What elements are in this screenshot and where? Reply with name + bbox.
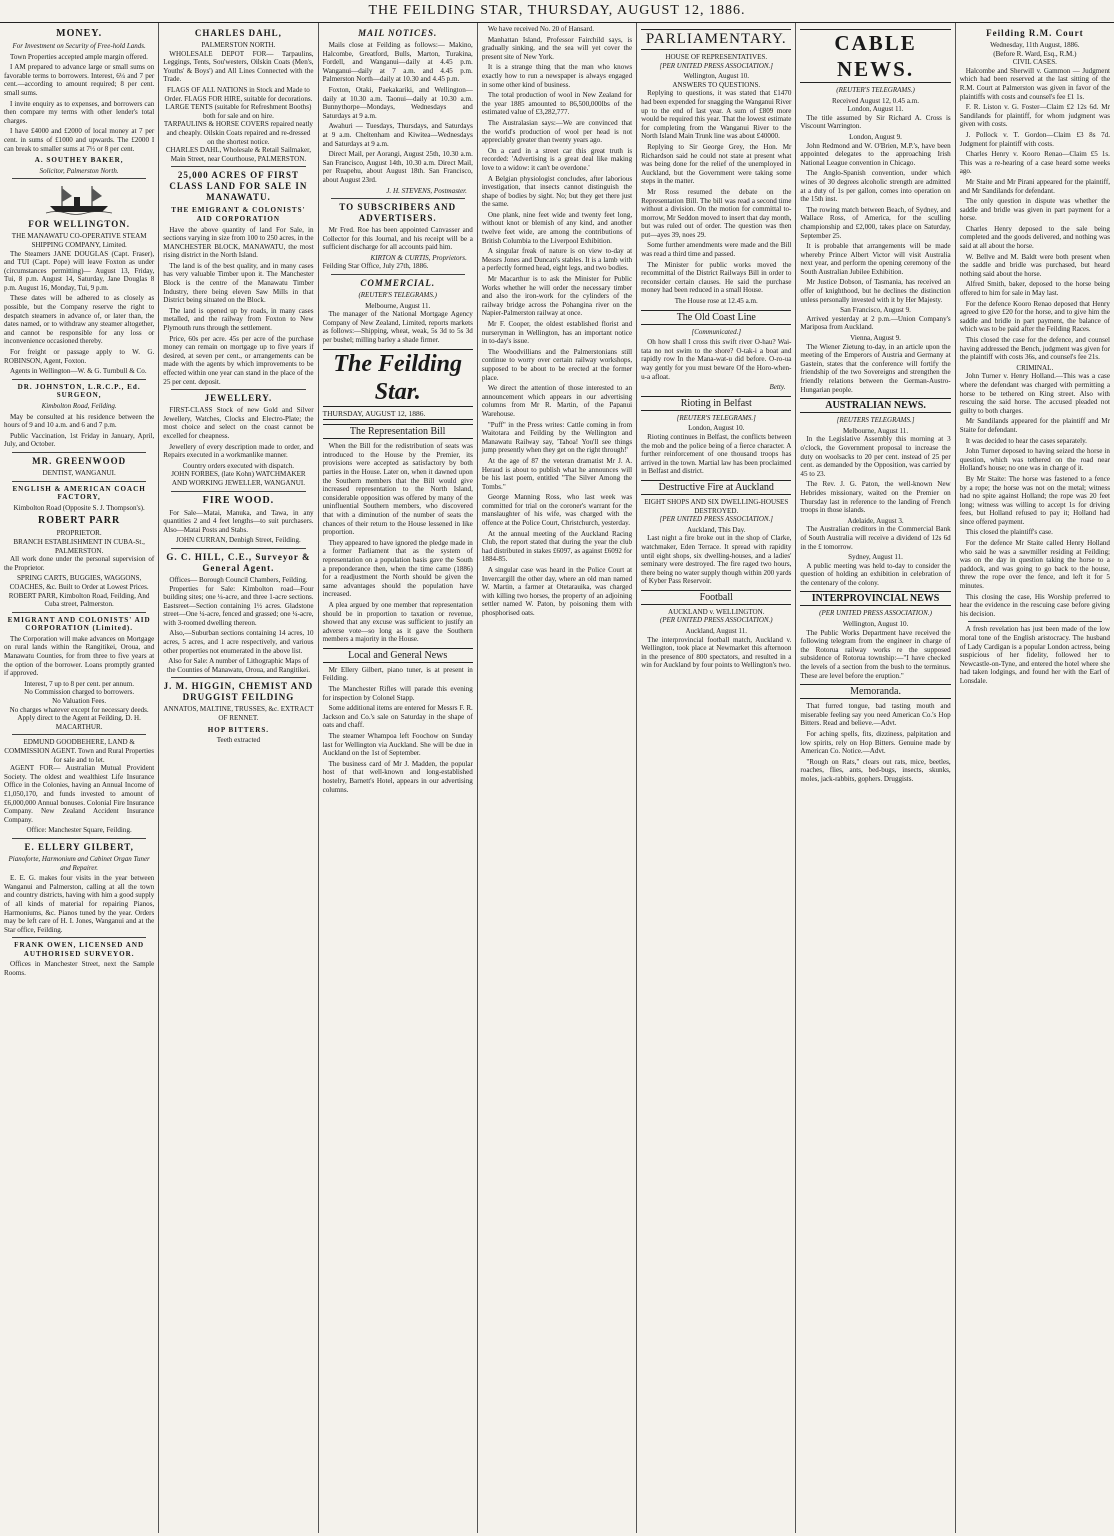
inter-dateline: Wellington, August 10.: [842, 620, 909, 629]
cable-p5: It is probable that arrangements will be made whereby Prince Albert Victor will visit Australia next year, and perform the opening ceremony of the South Australian Jubilee Exhibition.: [800, 242, 951, 276]
wellington-title: FOR WELLINGTON.: [28, 219, 130, 230]
parl-answers: ANSWERS TO QUESTIONS.: [672, 80, 761, 89]
coach-addr: Kimbolton Road (Opposite S. J. Thompson's).: [13, 503, 145, 512]
news-p9: A singular freak of nature is on view to-day at Messrs Jones and Duncan's stables. It is a lamb with a perfectly formed head, eight legs, and two bodies.: [481, 247, 633, 273]
cable-dateline2: London, August 9.: [849, 132, 902, 141]
emigrant2-p4: Price, 60s per acre. 45s per acre of the purchase money can remain on mortgage up to five years if desired, at seven per cent., or arrangements can be made with the agents by which improvements to be effected within one year can stand in the place of the 25 per cent. deposit.: [163, 334, 314, 386]
subscribers-p: Mr Fred. Roe has been appointed Canvasser and Collector for this Journal, and his receipt will be a sufficient discharge for all accounts paid him.: [322, 226, 473, 252]
firewood-title: FIRE WOOD.: [202, 494, 275, 506]
star-office: Feilding Star Office, July 27th, 1886.: [322, 262, 429, 271]
acres: 25,000 ACRES OF FIRST CLASS LAND FOR SALE IN MANAWATU.: [169, 170, 308, 203]
local-p3: Some additional items are entered for Messrs F. R. Jackson and Co.'s sale on Saturday in the shape of oats and chaff.: [322, 704, 473, 730]
coast-title: The Old Coast Line: [641, 310, 791, 325]
steamers-p: The Steamers JANE DOUGLAS (Capt. Fraser), and TUI (Capt. Pope) will leave Foxton as under (circumstances permitting)— August 13, Friday, Tui, 8 p.m. August 14, Saturday, Jane Douglas 8 p.m. August 16, Monday, Tui, 9 p.m.: [4, 249, 155, 292]
news-p10: Mr Macarthur is to ask the Minister for Public Works whether he will order the necessary timber and also the iron-work for the cylinders of the railway bridge across the Pohangina river on the Napier-Palmerston railway at once.: [481, 275, 633, 318]
football-title: Football: [641, 590, 791, 605]
freight: For freight or passage apply to W. G. ROBINSON, Agent, Foxton.: [4, 348, 155, 365]
divider: [12, 612, 146, 613]
parl-p2: Replying to Sir George Grey, the Hon. Mr Richardson said he could not state at present what was being done for the relief of the unemployed in Auckland, but the Government were taking some steps in the matter.: [641, 142, 792, 186]
column-7: [956, 23, 1114, 1533]
cable-dateline: London, August 11.: [847, 105, 904, 114]
football-p: The interprovincial football match, Auckland v. Wellington, took place at Newmarket this afternoon in the presence of 800 spectators, and resulted in a win for Auckland by four points to Wellington's two.: [641, 635, 792, 670]
interprovincial-title: INTERPROVINCIAL NEWS: [800, 591, 950, 606]
parr-title: ROBERT PARR: [38, 515, 121, 527]
divider: [12, 838, 146, 839]
cable-recv: Received August 12, 0.45 a.m.: [832, 96, 920, 105]
vienna-p: The Wiener Zietung to-day, in an article upon the meeting of the Emperors of Austria and Germany at Gastein, states that the conference will fortify the friendship of the two Sovereigns and strengthen the friendly relations between the German-Austro-Hungarian people.: [800, 342, 951, 394]
fire-p: Last night a fire broke out in the shop of Clarke, watchmaker, Eden Terrace. It spread with rapidity until eight shops, six dwelling-houses, and a ladies' seminary were destroyed. The fire raged two hours, there being no water supply though within 200 yards of Kyber Pass Reservoir.: [641, 534, 792, 586]
court-p3: J. Pollock v. T. Gordon—Claim £3 8s 7d. Judgment for plaintiff with costs.: [959, 130, 1110, 148]
manawatu-co: THE MANAWATU CO-OPERATIVE STEAM SHIPPING COMPANY, Limited.: [11, 232, 147, 249]
cable-p2: John Redmond and W. O'Brien, M.P.'s, have been appointed delegates to the approaching Irish National League convention in Chicago.: [800, 141, 951, 167]
parl-p1: Replying to questions, it was stated that £1470 had been expended for snagging the Wanganui River up to the end of last year. A sum of £809 more would be required this year. That the lowest estimate for completing from the Wanganui River to the North Island Main Trunk line was about £40000.: [641, 89, 792, 141]
memo-p3: "Rough on Rats," clears out rats, mice, beetles, roaches, flies, ants, bed-bugs, insects, skunks, moles, jack-rabbits, gophers. Druggists.: [800, 757, 951, 783]
no-commission: No Commission charged to borrowers.: [24, 688, 135, 697]
news-p12: The Woodvillians and the Palmerstonians still continue to worry over certain railway workshops, supposed to be about to be erected at the former place.: [481, 347, 633, 382]
coast-comm: [Communicated.]: [691, 327, 742, 336]
news-p15: At the age of 87 the veteran dramatist Mr J. A. Heraud is about to publish what he announces will be his last poem, entitled "The Silver Among the Tombs.": [481, 456, 633, 491]
carts: SPRING CARTS, BUGGIES, WAGGONS, COACHES, &c. Built to Order at Lowest Prices.: [9, 574, 149, 591]
divider: [12, 481, 146, 482]
court-p4: Charles Henry v. Kooro Renao—Claim £5 1s. This was a re-hearing of a case heard some weeks ago.: [959, 150, 1110, 176]
divider: [12, 734, 146, 735]
court-title: Feilding R.M. Court: [986, 28, 1084, 38]
dahl-p: WHOLESALE DEPOT FOR— Tarpaulins, Leggings, Tents, Sou'westers, Oilskin Coats (Men's, Youths' & Boys') and All Lines Connected with the Trade.: [163, 49, 314, 84]
hop-bitters: HOP BITTERS.: [207, 725, 270, 734]
court-p20: A fresh revelation has just been made of the low moral tone of the English aristocracy. The husband of Lady Cardigan is a popular London actress, being suspicious of her fidelity, followed her to Newcastle-on-Tyne, and entered the hotel where she had taken lodgings, and found her with the Earl of Lonsdale.: [959, 625, 1110, 685]
aus-press: [REUTERS TELEGRAMS.]: [836, 416, 915, 425]
hill-title: G. C. HILL, C.E., Surveyor & General Agent.: [166, 551, 311, 573]
rep-p1: When the Bill for the redistribution of seats was introduced to the House by the Premier, its provisions were accepted as satisfactory by both parties in the House. Later on, when it dawned upon the Southern members that the Bill would give increased representation to the North Island, considerable opposition was offered by many of the uninfluential Southern members, who discovered that with a diminution of the number of seats the chances of their return to the House lessened in like proportion.: [322, 442, 473, 537]
mail-p: Mails close at Feilding as follows:— Makino, Halcombe, Greatford, Bulls, Marton, Turakina, Fordell, and Wanganui—daily at 4.45 p.m. Wanganui—daily at 7 a.m. and 4.45 p.m. Palmerston North—daily at 10.30 and 4.45 p.m.: [322, 41, 473, 84]
sydney-p: A public meeting was held to-day to consider the question of holding an exhibition in celebration of the centenary of the colony.: [800, 561, 951, 587]
parl-press: [PER UNITED PRESS ASSOCIATION.]: [659, 61, 774, 70]
jewellery-title: JEWELLERY.: [204, 393, 273, 404]
cable-p4: The rowing match between Beach, of Sydney, and Wallace Ross, of America, for the sculling championship and £2,000, takes place on Saturday, September 25.: [800, 205, 951, 240]
masthead-date: THURSDAY, AUGUST 12, 1886.: [322, 408, 426, 418]
curran: JOHN CURRAN, Denbigh Street, Feilding.: [176, 536, 301, 545]
court-p7: Charles Henry deposed to the sale being completed and the goods delivered, and nothing was said at all about the horse.: [959, 224, 1110, 251]
news-p14: "Puff" in the Press writes: Cattle coming in from Waitotara and Feilding by the Wellington and Manawatu Railway say, 'Tahoa! You'll see things jump presently when they get on the right through!': [481, 420, 633, 455]
annatos: ANNATOS, MALTINE, TRUSSES, &c. EXTRACT OF RENNET.: [163, 705, 314, 723]
mail-title: MAIL NOTICES.: [358, 28, 438, 38]
news-p18: A singular case was heard in the Police Court at Invercargill the other day, where an old man named W. Martin, a farmer at Otetarauika, was charged with killing two horses, the property of an adjoining settler named W. Paton, by poisoning them with phosphorised oats.: [481, 566, 633, 617]
johnston-addr: Kimbolton Road, Feilding.: [41, 402, 117, 410]
news-p17: At the annual meeting of the Auckland Racing Club, the report stated that during the year the club had distributed in stakes £6097, as against £6092 for 1884-85.: [481, 529, 633, 564]
court-date: Wednesday, 11th August, 1886.: [990, 41, 1080, 49]
kirton-sig: KIRTON & CURTIS, Proprietors.: [370, 253, 467, 262]
money-title: MONEY.: [56, 28, 103, 39]
jewellery-p: FIRST-CLASS Stock of new Gold and Silver Jewellery, Watches, Clocks and Electro-Plate; the most choice and select on the coast cannot be excelled for cheapness.: [163, 406, 314, 440]
court-p12: John Turner v. Henry Holland.—This was a case where the defendant was charged with permitting a horse to be tethered on King street. Also with rescuing the said horse. The accused pleaded not guilty to both charges.: [959, 372, 1110, 415]
court-p6: The only question in dispute was whether the saddle and bridle was given in part payment for a horse.: [959, 197, 1110, 223]
johnston-title: DR. JOHNSTON, L.R.C.P., Ed. SURGEON,: [17, 382, 141, 400]
sydney-dateline: Sydney, August 11.: [848, 553, 903, 562]
sf-dateline: San Francisco, August 9.: [840, 306, 911, 315]
vacc: Public Vaccination, 1st Friday in January, April, July, and October.: [4, 431, 155, 449]
memo-p2: For aching spells, fits, dizziness, palpitation and low spirits, rely on Hop Bitters. Genuine made by American Co. Notice.—Advt.: [800, 730, 951, 756]
divider: [968, 621, 1102, 622]
emigrant-title: EMIGRANT AND COLONISTS' AID CORPORATION (Limited).: [7, 615, 151, 633]
column-1: [0, 23, 159, 1533]
commercial-title: COMMERCIAL.: [360, 278, 436, 289]
teeth: Teeth extracted: [216, 736, 261, 745]
commercial-sub: (REUTER'S TELEGRAMS.): [358, 291, 437, 300]
court-p1: Halcombe and Sherwill v. Gammon — Judgment which had been reserved at the last sitting of the R.M. Court at Palmerston was given in favor of the plaintiffs with costs and counsel's fee £1 1s.: [959, 66, 1110, 101]
divider: [12, 452, 146, 453]
cable-p1: The title assumed by Sir Richard A. Cross is Viscount Warrington.: [800, 113, 951, 131]
emigrant2: THE EMIGRANT & COLONISTS' AID CORPORATION: [171, 206, 306, 223]
steamship-icon: [44, 182, 114, 216]
flags: FLAGS OF ALL NATIONS in Stock and Made to Order. FLAGS FOR HIRE, suitable for decorations.: [164, 85, 313, 103]
no-valuation: No Valuation Fees.: [52, 697, 107, 706]
aus-dateline: Melbourne, August 11.: [842, 426, 909, 435]
also-sale: Also for Sale: A number of Lithographic Maps of the Counties of Manawatu, Oroua, and Rangitikei.: [166, 657, 311, 674]
hill-p2: Also,—Suburban sections containing 14 acres, 10 acres, 5 acres, and 1 acre respectively, and various other properties not enumerated in the above list.: [163, 629, 314, 655]
court-before: (Before R. Ward, Esq., R.M.): [993, 49, 1077, 58]
court-p11: This closed the case for the defence, and counsel having addressed the Bench, judgment was given for the plaintiff with costs 36s, and counsel's fee 21s.: [959, 336, 1110, 362]
aus-p1: In the Legislative Assembly this morning at 3 o'clock, the Government proposal to increase the duty on woolsacks to 20 per cent. instead of 25 per cent. as demanded by the Opposition, was carried by 45 to 23.: [800, 435, 951, 478]
news-p13: We direct the attention of those interested to an announcement which appears in our advertising columns from Mr R. Martin, of the Papanui Warehouse.: [481, 384, 633, 418]
local-p2: The Manchester Rifles will parade this evening for inspection by Colonel Stapp.: [322, 685, 473, 702]
johnston-p: May be consulted at his residence between the hours of 9 and 10 a.m. and 6 and 7 p.m.: [4, 412, 155, 430]
column-2: [159, 23, 318, 1533]
news-p8: One plank, nine feet wide and twenty feet long, without knot or blemish of any kind, and another twelve feet wide, are among the contributions of British Columbia to the Liverpool Exhibition.: [481, 210, 633, 245]
parr-sub: PROPRIETOR.: [56, 529, 102, 538]
inter-press: (PER UNITED PRESS ASSOCIATION.): [819, 609, 932, 618]
mail-p3: Awahuri — Tuesdays, Thursdays, and Saturdays at 9 a.m. Cheltenham and Kiwitea—Wednesdays and Saturdays at 9 a.m.: [322, 122, 473, 148]
greenwood-sub: DENTIST, WANGANUI.: [42, 468, 116, 477]
firewood-p: For Sale—Matai, Manuka, and Tawa, in any quantities 2 and 4 feet lengths—to suit purchasers. Also—Matai Posts and Stabs.: [163, 508, 314, 534]
mail-p2: Foxton, Otaki, Paekakariki, and Wellington—daily at 10.30 a.m. Taonui—daily at 10.30 a.m. Bunnythorpe—Mondays, Wednesdays and Saturdays at 9 a.m.: [322, 85, 473, 120]
parl-dateline: Wellington, August 10.: [683, 72, 750, 81]
court-p19: This closing the case, His Worship preferred to hear the evidence in the rescuing case before giving his decision.: [959, 592, 1110, 618]
parl-rose: The House rose at 12.45 a.m.: [674, 297, 758, 306]
emigrant2-p3: The land is opened up by roads, in many cases metalled, and the railway from Foxton to New Plymouth runs through the settlement.: [163, 306, 314, 333]
local-news-title: Local and General News: [323, 648, 473, 663]
sf-p: Arrived yesterday at 2 p.m.—Union Company's Mariposa from Auckland.: [800, 314, 951, 332]
court-p18: For the defence Mr Staite called Henry Holland who said he was a sawmiller residing at Feilding; was on the day in question taking the horse to a paddock, and was going to go back to the house, threw the rope over the fence, and left it for 5 minutes.: [959, 539, 1110, 591]
money-sub: For Investment on Security of Free-hold Lands.: [12, 42, 146, 50]
parr-addr: ROBERT PARR, Kimbolton Road, Feilding, And Cuba street, Palmerston.: [8, 591, 150, 609]
belfast-press: [REUTER'S TELEGRAMS.]: [676, 413, 756, 422]
aus-p2: The Rev. J. G. Paton, the well-known New Hebrides missionary, waited on the Premier on Thursday last in reference to the landing of French troops in those islands.: [800, 480, 951, 515]
work-p: All work done under the personal supervision of the Proprietor.: [4, 555, 155, 572]
court-p13: Mr Sandilands appeared for the plaintiff and Mr Staite for defendant.: [959, 417, 1110, 434]
hill-offices: Offices— Borough Council Chambers, Feilding.: [169, 575, 308, 584]
court-p8: W. Bellve and M. Baldt were both present when the saddle and bridle was purchased, but heard nothing said about the horse.: [959, 252, 1110, 278]
interest: Interest, 7 up to 8 per cent. per annum.: [24, 679, 134, 688]
belfast-title: Rioting in Belfast: [641, 396, 791, 411]
civil-cases: CIVIL CASES.: [1012, 58, 1057, 67]
memoranda-title: Memoranda.: [800, 684, 950, 699]
cable-press: (REUTER'S TELEGRAMS.): [836, 86, 915, 94]
office: Office: Manchester Square, Feilding.: [26, 826, 132, 835]
divider: [171, 548, 305, 549]
goodbehere: EDMUND GOODBEHERE, LAND & COMMISSION AGENT. Town and Rural Properties for sale and to let.: [4, 738, 155, 764]
column-3: [319, 23, 478, 1533]
belfast-dateline: London, August 10.: [688, 424, 745, 433]
dahl-place: PALMERSTON NORTH.: [201, 41, 276, 49]
column-4: [478, 23, 637, 1533]
fire-press: [PER UNITED PRESS ASSOCIATION.]: [659, 515, 774, 524]
owen-p: Offices in Manchester Street, next the Sample Rooms.: [4, 960, 155, 978]
news-p3: It is a strange thing that the man who knows exactly how to run a newspaper is always engaged in some other kind of business.: [481, 63, 633, 89]
columns: [0, 23, 1114, 1533]
news-p6: On a card in a street car this great truth is recorded: 'Advertising is a great deal like making love to a widow: it can't be overdone.': [481, 146, 633, 172]
cable-p6: Mr Justice Dobson, of Tasmania, has received an offer of knighthood, but he declines the distinction unless personally invested with it by Her Majesty.: [800, 278, 951, 304]
emigrant2-p2: The land is of the best quality, and in many cases has very valuable Timber upon it. The Manchester Block is the centre of the Manawatu Timber Industry, there being eleven Saw Mills in that District being situated on the Block.: [163, 261, 314, 305]
cable-news-title: CABLE NEWS.: [800, 29, 950, 83]
dahl-sig: CHARLES DAHL, Wholesale & Retail Sailmaker, Main Street, near Courthouse, PALMERSTON.: [165, 146, 312, 163]
rep-p2: They appeared to have ignored the pledge made in a former Parliament that as the system of representation on a population basis gave the South a preponderance then, when the time came (1886) for a readjustment the North should be given the same advantages should the population have increased.: [322, 538, 473, 599]
country-orders: Country orders executed with dispatch.: [182, 461, 295, 470]
memo-p: That furred tongue, bad tasting mouth and miserable feeling say you need American Co.'s Hop Bitters. Read and believe.—Advt.: [800, 702, 951, 728]
criminal-cases: CRIMINAL.: [1016, 363, 1054, 372]
news-p5: The Australasian says:—We are convinced that the world's production of wool per head is not appreciably greater than twenty years ago.: [481, 118, 633, 145]
court-p14: It was decided to hear the cases separately.: [965, 436, 1087, 445]
news-p2: Manhattan Island, Professor Fairchild says, is gradually sinking, and the sea will yet cover the present site of New York.: [481, 35, 633, 61]
court-p15: John Turner deposed to having seized the horse in question, which was tethered on the road near Holland's house; no one was in charge of it.: [959, 447, 1110, 473]
money-p3: I invite enquiry as to expenses, and borrowers can then compare my terms with other lender's total charges.: [4, 99, 155, 125]
divider: [171, 166, 305, 167]
gilbert-sub: Pianoforte, Harmonium and Cabinet Organ Tuner and Repairer.: [8, 854, 150, 872]
adelaide-dateline: Adelaide, August 3.: [847, 516, 904, 525]
divider: [331, 274, 465, 275]
dahl-title: CHARLES DAHL,: [194, 28, 282, 38]
representation-title: The Representation Bill: [323, 424, 473, 439]
branch: BRANCH ESTABLISHMENT IN CUBA-St., PALMERSTON.: [13, 537, 145, 555]
apply: Apply direct to the Agent at Feilding, D. H. MACARTHUR.: [17, 714, 141, 731]
belfast-p: Rioting continues in Belfast, the conflicts between the mob and the police being of a fierce character. A further reinforcement of one thousand troops has arrived in the town. Martial law has been proclaimed in Belfast and district.: [641, 432, 792, 476]
owen: FRANK OWEN, LICENSED AND AUTHORISED SURVEYOR.: [14, 941, 145, 958]
cable-p3: The Anglo-Spanish convention, under which wines of 30 degrees alcoholic strength are admitted at a duty of 1s per gallon, comes into operation on the 15th inst.: [800, 169, 951, 204]
coast-poem: Oh how shall I cross this swift river O-hau? Wai-tata no not swim to the shore? O-tak-i a boat and rapidly row In the Mana-wat-u did before. O-ro-ua way gently for you must beware Of the Horo-when-u-a afloat.: [641, 338, 792, 381]
local-p1: Mr Ellery Gilbert, piano tuner, is at present in Feilding.: [322, 665, 473, 683]
mail-p4: Direct Mail, per Aorangi, August 25th, 10.30 a.m. San Francisco, August 14th, 10.30 a.m. Direct Mail, per Ruapehu, about August 18th. San Francisco, about August 23rd.: [322, 150, 473, 184]
jewellery-p2: Jewellery of every description made to order, and Repairs executed in a workmanlike manner.: [163, 442, 314, 460]
divider: [171, 491, 305, 492]
parliamentary-title: PARLIAMENTARY.: [641, 29, 791, 50]
court-p17: This closed the plaintiff's case.: [965, 528, 1053, 537]
hill-p: Properties for Sale: Kimbolton road—Four building sites; one ¼-acre, and three 1-acre sections. Eastsreet—Section containing 1½ acres. Gladstone street—One ¼-acre, fenced and grassed; one ¼-acre, with 3-roomed dwelling thereon.: [163, 584, 314, 627]
fire-title: Destructive Fire at Auckland: [641, 480, 791, 495]
divider: [12, 937, 146, 938]
emigrant2-p: Have the above quantity of land For Sale, in sections varying in size from 100 to 250 acres, in the MANCHESTER BLOCK, MANAWATU, the most rising district in the North Island.: [163, 225, 314, 260]
stevens-sig: J. H. STEVENS, Postmaster.: [386, 186, 467, 195]
agent-for: AGENT FOR— Australian Mutual Provident Society. The oldest and wealthiest Life Insurance Office in the Colonies, having an Annual Income of £1,050,170, and funds invested to amount of £6,000,000 Annual bonuses. Colonial Fire Insurance Company. New Zealand Accident Insurance Company.: [4, 764, 155, 824]
divider: [12, 178, 146, 179]
masthead-dateline: [323, 409, 473, 421]
fire-sub: EIGHT SHOPS AND SIX DWELLING-HOUSES DESTROYED.: [644, 497, 789, 515]
money-p2: I AM prepared to advance large or small sums on favorable terms to borrowers. Interest, 6¼ and 7 per cent.—according to amount required; 8 per cent. small sums.: [4, 63, 155, 97]
gilbert-p: E. E. G. makes four visits in the year between Wanganui and Palmerston, calling at all the town and country districts, having with him a good supply of all kinds of material for repairing Pianos, Harmoniums, &c. Pianos tuned by the year. Orders may be left care of H. I. Jones, Wanganui and at the Star office, Feilding.: [4, 874, 155, 934]
steamers-p2: These dates will be adhered to as closely as possible, but the Company reserve the right to despatch steamers in advance of, or later than, the dates named, or to withdraw any steamer altogether, and cannot be responsible for any loss or inconvenience occasioned thereby.: [4, 294, 155, 346]
local-p4: The steamer Whampoa left Foochow on Sunday last for Wellington via Auckland. She will be due in Auckland on the 1st of September.: [322, 732, 473, 758]
money-p4: I have £4000 and £2000 of local money at 7 per cent. in sums of £1000 and upwards. The £2000 I can break to smaller sums at 7½ or 8 per cent.: [4, 127, 155, 153]
baker-name: A. SOUTHEY BAKER,: [34, 156, 124, 165]
news-p16: George Manning Ross, who last week was committed for trial on the coroner's warrant for the manslaughter of his wife, was charged with the offence at the Police Court, Christchurch, yesterday.: [481, 493, 633, 528]
column-6: [796, 23, 955, 1533]
coach-title: ENGLISH & AMERICAN COACH FACTORY,: [12, 484, 146, 502]
greenwood: MR. GREENWOOD: [32, 455, 127, 466]
commercial-p: The manager of the National Mortgage Agency Company of New Zealand, Limited, reports markets as follows:—Shipping, wheat, weak, 5s 3d to 5s 3d per bushel; milling barley a shade firmer.: [322, 310, 473, 345]
large-tents: LARGE TENTS (suitable for Refreshment Booths) both for sale and on hire.: [165, 103, 312, 120]
divider: [12, 379, 146, 380]
court-p5: Mr Staite and Mr Pirani appeared for the plaintiff, and Mr Sandilands for defendant.: [959, 177, 1110, 195]
higgin: J. M. HIGGIN, CHEMIST AND DRUGGIST FEILDING: [163, 681, 314, 703]
tarpaulins: TARPAULINS & HORSE COVERS repaired neatly and cheaply. Oilskin Coats repaired and re-dressed on the shortest notice.: [163, 120, 313, 146]
commercial-dateline: Melbourne, August 11.: [365, 301, 431, 310]
football-sub: AUCKLAND v. WELLINGTON.: [667, 607, 765, 616]
australian-news-title: AUSTRALIAN NEWS.: [800, 398, 950, 413]
emigrant-p: The Corporation will make advances on Mortgage on rural lands within the Rangitikei, Oroua, and Manawatu Counties, for from three to five years at the option of the borrower. Loans promptly granted if approved.: [4, 634, 155, 678]
gilbert-title: E. ELLERY GILBERT,: [24, 841, 134, 852]
football-press: (PER UNITED PRESS ASSOCIATION.): [659, 616, 773, 625]
divider: [171, 389, 305, 390]
running-head: THE FEILDING STAR, THURSDAY, AUGUST 12, 1886.: [0, 0, 1114, 23]
vienna-dateline: Vienna, August 9.: [850, 334, 901, 343]
news-p1: We have received No. 20 of Hansard.: [487, 25, 595, 33]
news-p4: The total production of wool in New Zealand for the year 1885 amounted to 86,500,000lbs of the estimated value of £3,282,777.: [481, 91, 633, 117]
rep-p3: A plea argued by one member that representation should be in proportion to taxation or revenue, showed that any excuse was sufficient to justify an adverse vote—so long as it gave the Southern members a majority in the House.: [322, 600, 473, 644]
money-p1: Town Properties accepted ample margin offered.: [10, 52, 148, 61]
inter-p: The Public Works Department have received the following telegram from the engineer in charge of the Rotorua railway works re the supposed subsidence of Rotorua township:—"I have checked the levels of a section from the bush to the terminus. These are level before the eruption.": [800, 628, 951, 680]
subscribers-title: TO SUBSCRIBERS AND ADVERTISERS.: [339, 202, 457, 224]
court-p10: For the defence Kooro Renao deposed that Henry agreed to give £20 for the horse, and to give him the saddle and bridle in part payment, the balance of which was to be paid after the Feilding Races.: [959, 299, 1110, 334]
fire-dateline: Auckland, This Day.: [687, 525, 746, 534]
divider: [331, 198, 465, 199]
forbes: JOHN FORBES, (late Kohn) WATCHMAKER AND WORKING JEWELLER, WANGANUI.: [171, 470, 306, 487]
parl-p5: The Minister for public works moved the recommittal of the District Railways Bill in order to reconsider certain clauses. He said the purchase money had been reduced in a small House.: [641, 260, 792, 295]
news-p7: A Belgian physiologist concludes, after laborious investigation, that insects cannot distinguish the shape of bodies by sight. No; but they get there just the same.: [481, 174, 633, 209]
parl-house: HOUSE OF REPRESENTATIVES.: [665, 53, 768, 61]
court-p2: F. R. Liston v. G. Foster—Claim £2 12s 6d. Mr Sandilands for plaintiff, for whom judgment was given with costs.: [959, 103, 1110, 129]
court-p9: Alfred Smith, baker, deposed to the horse being offered to him for sale in May last.: [959, 280, 1110, 298]
football-dateline: Auckland, August 11.: [685, 627, 748, 636]
parl-p4: Some further amendments were made and the Bill was read a third time and passed.: [641, 241, 792, 259]
no-charges: No charges whatever except for necessary deeds.: [9, 705, 149, 714]
baker-sub: Solicitor, Palmerston North.: [39, 166, 119, 175]
news-p11: Mr F. Cooper, the oldest established florist and nurseryman in Wellington, has an important notice in to-day's issue.: [481, 320, 633, 346]
masthead: The Feilding Star.: [323, 349, 473, 407]
divider: [171, 677, 305, 678]
column-5: [637, 23, 796, 1533]
adelaide-p: The Australian creditors in the Commercial Bank of South Australia will receive a dividend of 12s 6d in the £ tomorrow.: [800, 525, 951, 551]
agents: Agents in Wellington—W. & G. Turnbull & Co.: [10, 367, 147, 376]
coast-sig: Betty.: [769, 383, 786, 392]
local-p5: The business card of Mr J. Madden, the popular host of that well-known and long-established hostelry, Barnett's Hotel, appears in our advertising columns.: [322, 759, 473, 794]
court-p16: By Mr Staite: The horse was fastened to a fence by a rope; the horse was not on the metal; witness had no spite against Holland; the rope was 20 feet long; witness was willing to accept 1s for driving fees, but Holland refused to pay it; Holland had since offered payment.: [959, 474, 1110, 526]
parl-p3: Mr Ross resumed the debate on the Representation Bill. The bill was read a second time without a division. On the motion for committal to-morrow, Mr Seddon moved to insert that day month, but was ruled out of order. The question was then put—ayes 39, noes 29.: [641, 187, 792, 239]
